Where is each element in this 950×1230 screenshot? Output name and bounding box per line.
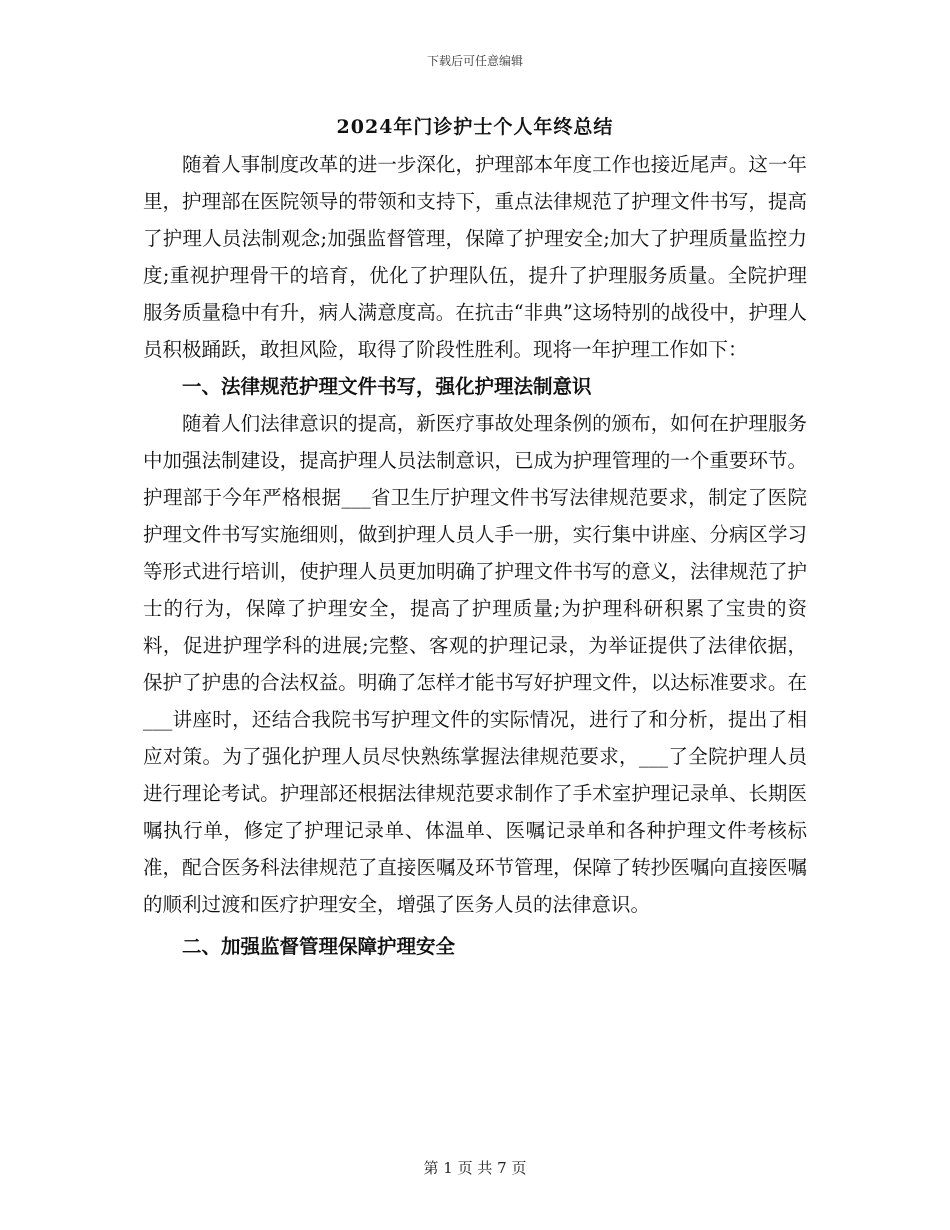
page-number: 第 1 页 共 7 页 <box>423 1159 527 1177</box>
section-1-paragraph: 随着人们法律意识的提高，新医疗事故处理条例的颁布，如何在护理服务中加强法制建设，提高护理人员法制意识，已成为护理管理的一个重要环节。护理部于今年严格根据___省卫生厅护理文件书写法律规范要求，制定了医院护理文件书写实施细则，做到护理人员人手一册，实行集中讲座、分病区学习等形式进行培训，使护理人员更加明确了护理文件书写的意义，法律规范了护士的行为，保障了护理安全，提高了护理质量;为护理科研积累了宝贵的资料，促进护理学科的进展;完整、客观的护理记录，为举证提供了法律依据，保护了护患的合法权益。明确了怎样才能书写好护理文件，以达标准要求。在___讲座时，还结合我院书写护理文件的实际情况，进行了和分析，提出了相应对策。为了强化护理人员尽快熟练掌握法律规范要求，___了全院护理人员进行理论考试。护理部还根据法律规范要求制作了手术室护理记录单、长期医嘱执行单，修定了护理记录单、体温单、医嘱记录单和各种护理文件考核标准，配合医务科法律规范了直接医嘱及环节管理，保障了转抄医嘱向直接医嘱的顺利过渡和医疗护理安全，增强了医务人员的法律意识。 <box>143 412 807 916</box>
document-body <box>143 146 807 965</box>
header-note: 下载后可任意编辑 <box>426 54 523 68</box>
section-1-heading: 一、法律规范护理文件书写，强化护理法制意识 <box>182 375 592 398</box>
intro-paragraph: 随着人事制度改革的进一步深化，护理部本年度工作也接近尾声。这一年里，护理部在医院领导的带领和支持下，重点法律规范了护理文件书写，提高了护理人员法制观念;加强监督管理，保障了护理安全;加大了护理质量监控力度;重视护理骨干的培育，优化了护理队伍，提升了护理服务质量。全院护理服务质量稳中有升，病人满意度高。在抗击“非典”这场特别的战役中，护理人员积极踊跃，敢担风险，取得了阶段性胜利。现将一年护理工作如下： <box>143 153 807 361</box>
document-title: 2024年门诊护士个人年终总结 <box>336 116 614 138</box>
section-2-heading: 二、加强监督管理保障护理安全 <box>182 935 456 958</box>
